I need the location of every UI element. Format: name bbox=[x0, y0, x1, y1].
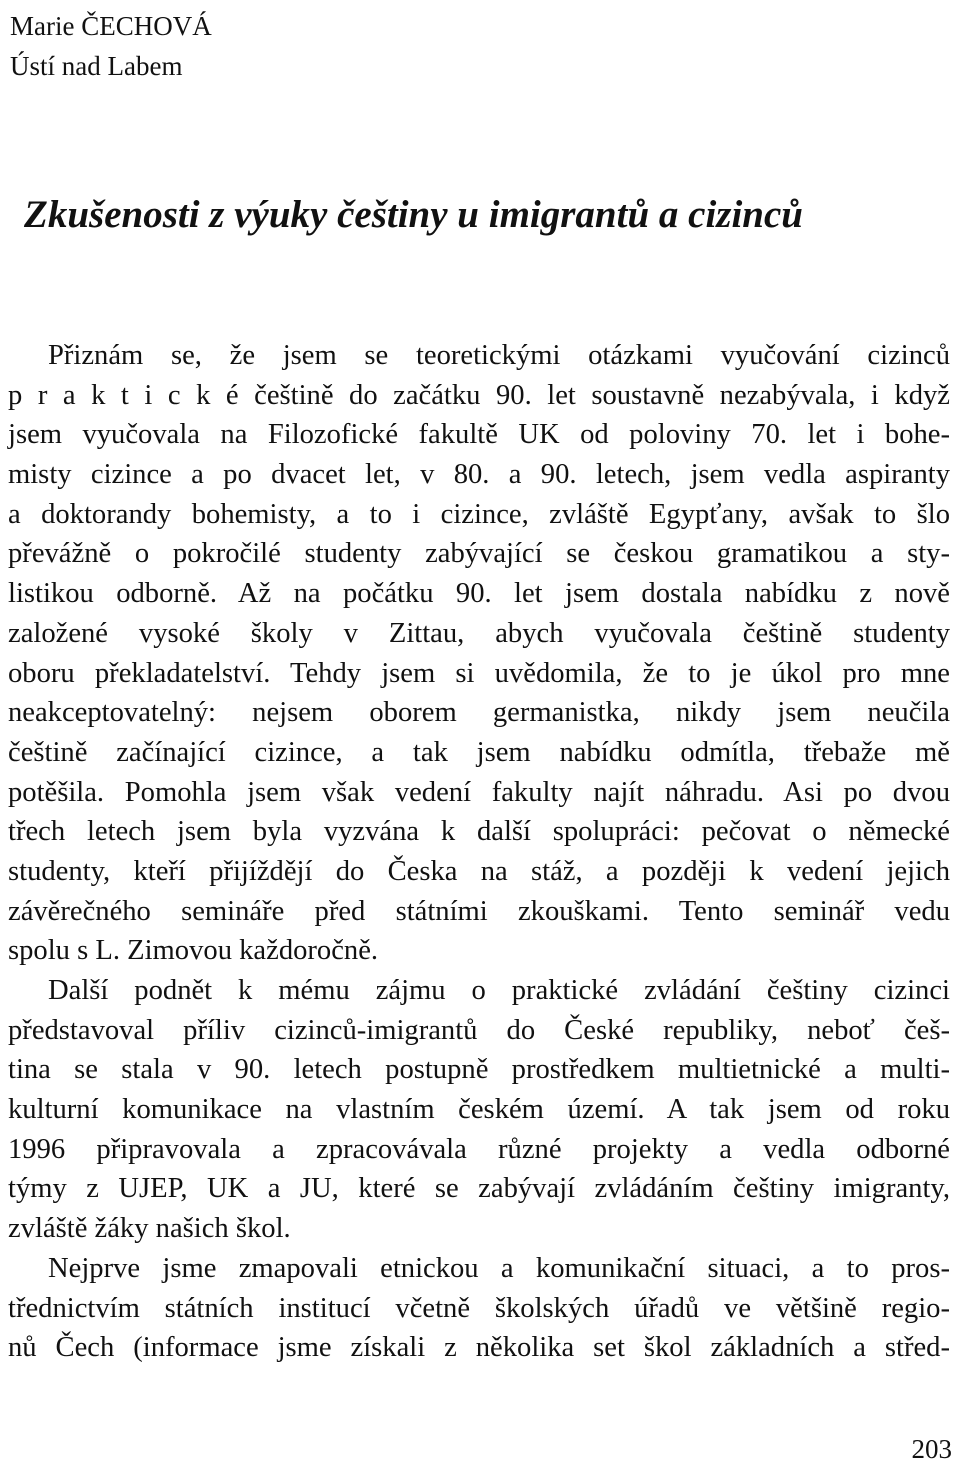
body-line: misty cizince a po dvacet let, v 80. a 90. letech, jsem vedla aspiranty bbox=[8, 459, 950, 491]
article-title: Zkušenosti z výuky češtiny u imigrantů a cizinců bbox=[24, 193, 803, 236]
body-line: tina se stala v 90. letech postupně prostředkem multietnické a multi- bbox=[8, 1054, 950, 1086]
body-line: představoval příliv cizinců-imigrantů do České republiky, neboť češ- bbox=[8, 1014, 950, 1046]
body-line: p r a k t i c k é češtině do začátku 90. let soustavně nezabývala, i když bbox=[8, 379, 950, 411]
body-line: potěšila. Pomohla jsem však vedení fakulty najít náhradu. Asi po dvou bbox=[8, 776, 950, 808]
body-line: nů Čech (informace jsme získali z několika set škol základních a střed- bbox=[8, 1332, 950, 1364]
body-line: a doktorandy bohemisty, a to i cizince, zvláště Egypťany, avšak to šlo bbox=[8, 498, 950, 530]
body-line: třednictvím státních institucí včetně školských úřadů ve většině regio- bbox=[8, 1292, 950, 1324]
body-line: listikou odborně. Až na počátku 90. let jsem dostala nabídku z nově bbox=[8, 578, 950, 610]
body-line: Nejprve jsme zmapovali etnickou a komunikační situaci, a to pros- bbox=[48, 1252, 950, 1284]
body-line: studenty, kteří přijíždějí do Česka na stáž, a později k vedení jejich bbox=[8, 855, 950, 887]
body-line: založené vysoké školy v Zittau, abych vyučovala češtině studenty bbox=[8, 617, 950, 649]
body-line: Přiznám se, že jsem se teoretickými otázkami vyučování cizinců bbox=[48, 340, 950, 371]
author-name: Marie ČECHOVÁ bbox=[10, 11, 212, 41]
body-line: oboru překladatelství. Tehdy jsem si uvědomila, že to je úkol pro mne bbox=[8, 657, 950, 689]
author-block bbox=[10, 6, 212, 86]
body-line: převážně o pokročilé studenty zabývající se českou gramatikou a sty- bbox=[8, 538, 950, 570]
body-line: třech letech jsem byla vyzvána k další spolupráci: pečovat o německé bbox=[8, 816, 950, 848]
author-city: Ústí nad Labem bbox=[10, 51, 183, 81]
body-line: Další podnět k mému zájmu o praktické zvládání češtiny cizinci bbox=[48, 975, 950, 1006]
body-line: zvláště žáky našich škol. bbox=[8, 1213, 291, 1245]
article-body bbox=[8, 336, 950, 1368]
body-line: závěrečného semináře před státními zkouškami. Tento seminář vedu bbox=[8, 895, 950, 927]
body-line: češtině začínající cizince, a tak jsem nabídku odmítla, třebaže mě bbox=[8, 736, 950, 768]
body-line: neakceptovatelný: nejsem oborem germanistka, nikdy jsem neučila bbox=[8, 697, 950, 729]
body-line: kulturní komunikace na vlastním českém území. A tak jsem od roku bbox=[8, 1094, 950, 1126]
body-line: jsem vyučovala na Filozofické fakultě UK od poloviny 70. let i bohe- bbox=[8, 419, 950, 451]
body-line: spolu s L. Zimovou každoročně. bbox=[8, 935, 379, 967]
page-number: 203 bbox=[911, 1434, 952, 1464]
body-line: 1996 připravovala a zpracovávala různé projekty a vedla odborné bbox=[8, 1133, 950, 1165]
body-line: týmy z UJEP, UK a JU, které se zabývají zvládáním češtiny imigranty, bbox=[8, 1173, 950, 1205]
